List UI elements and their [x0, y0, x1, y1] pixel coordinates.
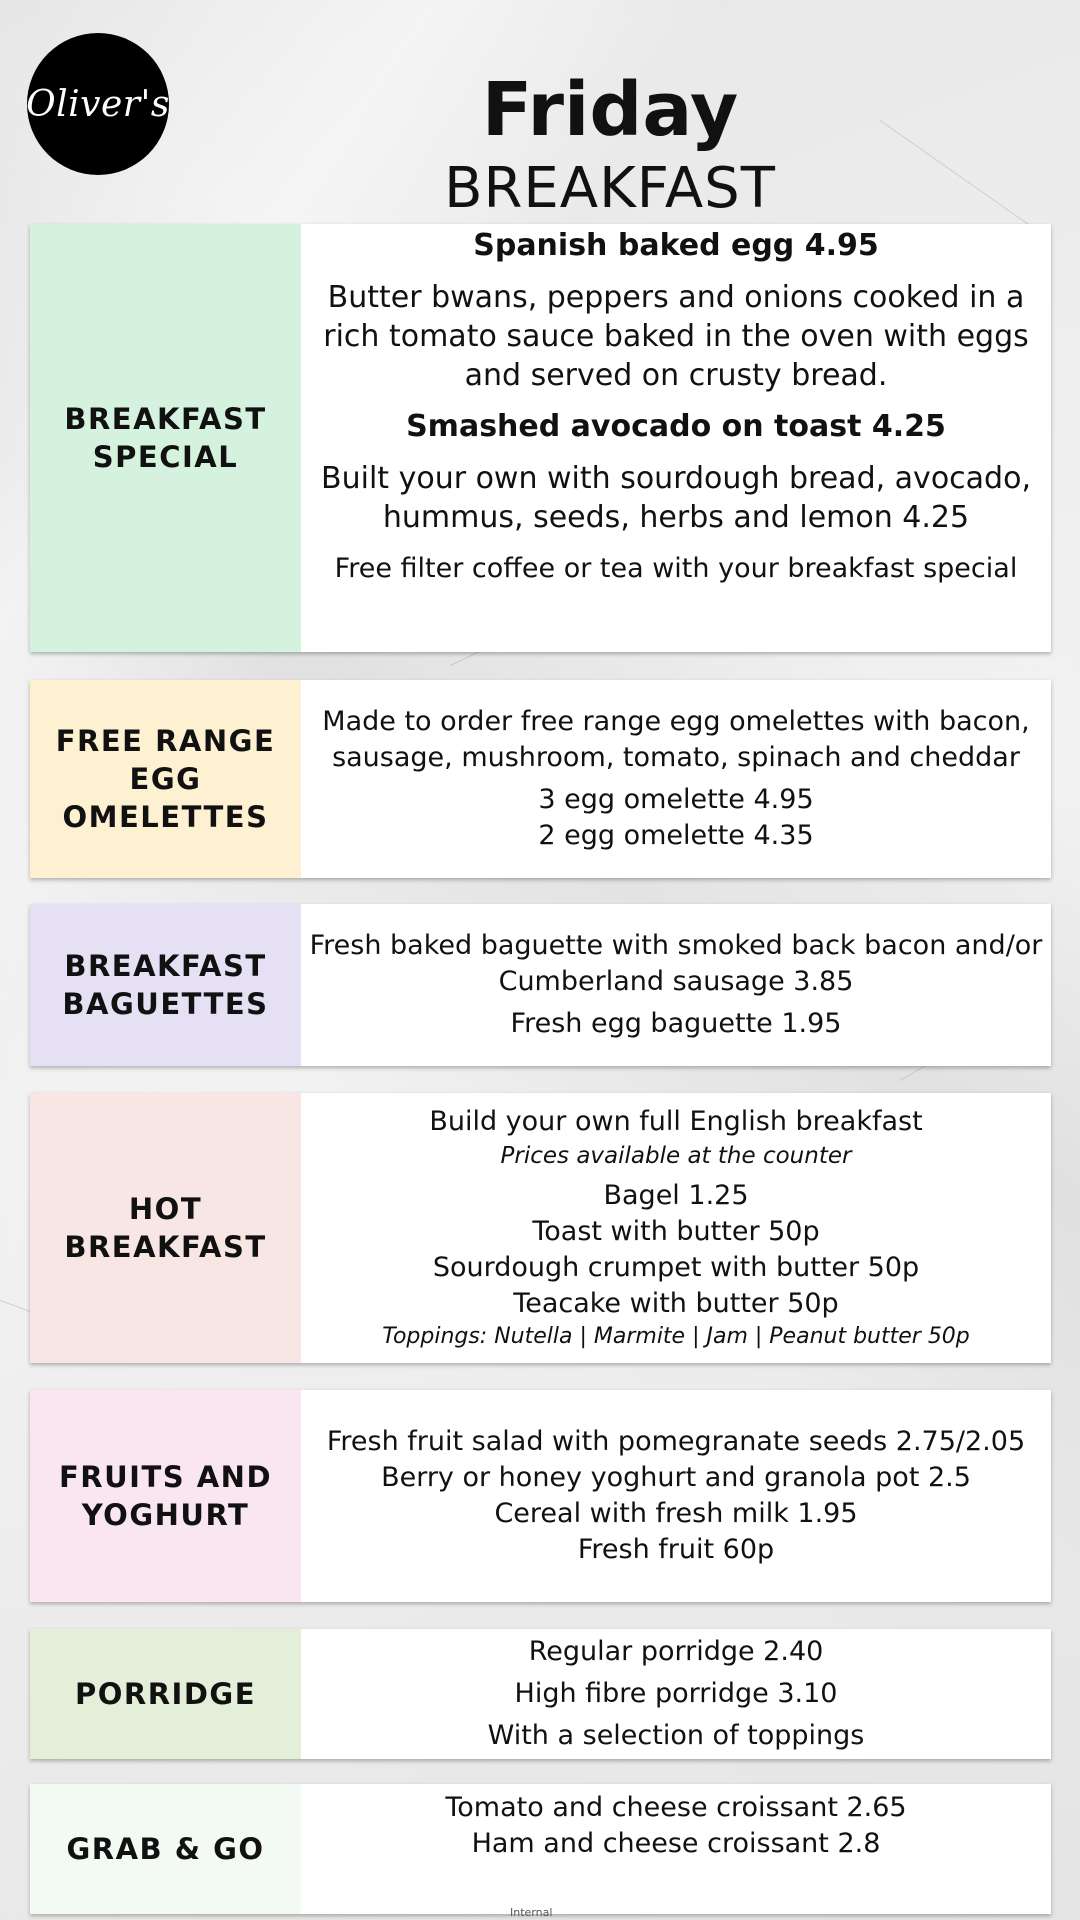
meal-title: BREAKFAST — [444, 156, 776, 221]
section-label: FRUITS AND YOGHURT — [58, 1460, 273, 1532]
footer-label: Internal — [510, 1906, 553, 1919]
section-content — [301, 680, 1051, 878]
section-label-box — [30, 680, 301, 878]
logo-text: Oliver's — [26, 83, 170, 125]
section-label-box — [30, 224, 301, 652]
section-breakfast-special — [30, 224, 1051, 652]
day-title: Friday — [481, 67, 739, 153]
menu-item: Ham and cheese croissant 2.8 — [471, 1828, 881, 1859]
menu-item: Fresh baked baguette with smoked back bacon and/or Cumberland sausage 3.85 — [309, 930, 1043, 997]
section-hot-breakfast — [30, 1093, 1051, 1363]
menu-item: Build your own full English breakfast — [429, 1106, 923, 1137]
section-label: GRAB & GO — [66, 1832, 265, 1866]
menu-item: Teacake with butter 50p — [513, 1288, 839, 1319]
menu-item: High fibre porridge 3.10 — [514, 1678, 838, 1709]
section-content — [301, 1093, 1051, 1363]
menu-item-description: Made to order free range egg omelettes with bacon, sausage, mushroom, tomato, spinach and cheddar — [322, 706, 1030, 773]
section-label-box — [30, 1784, 301, 1914]
section-label-box — [30, 904, 301, 1066]
section-omelettes — [30, 680, 1051, 878]
section-label: BREAKFAST SPECIAL — [64, 402, 267, 474]
section-label: PORRIDGE — [74, 1677, 257, 1711]
section-content — [301, 224, 1051, 652]
section-label: HOT BREAKFAST — [64, 1192, 267, 1264]
menu-item: Sourdough crumpet with butter 50p — [432, 1252, 920, 1283]
menu-note: With a selection of toppings — [487, 1720, 865, 1751]
section-content — [301, 1784, 1051, 1914]
menu-item: 3 egg omelette 4.95 — [538, 784, 814, 815]
section-label: FREE RANGE EGG OMELETTES — [55, 724, 276, 834]
menu-note: Toppings: Nutella | Marmite | Jam | Peanut butter 50p — [382, 1324, 970, 1349]
menu-item: Berry or honey yoghurt and granola pot 2.5 — [381, 1462, 971, 1493]
menu-item-title: Spanish baked egg 4.95 — [473, 228, 879, 263]
section-fruits-yoghurt — [30, 1390, 1051, 1602]
menu-item: Tomato and cheese croissant 2.65 — [445, 1792, 907, 1823]
menu-item: Fresh fruit salad with pomegranate seeds 2.75/2.05 — [326, 1426, 1026, 1457]
menu-note: Prices available at the counter — [500, 1143, 852, 1169]
menu-item: Regular porridge 2.40 — [528, 1636, 824, 1667]
section-label-box — [30, 1093, 301, 1363]
menu-item-description: Built your own with sourdough bread, avocado, hummus, seeds, herbs and lemon 4.25 — [321, 461, 1031, 535]
menu-item: Fresh egg baguette 1.95 — [510, 1008, 842, 1039]
menu-item: 2 egg omelette 4.35 — [538, 820, 814, 851]
menu-item: Cereal with fresh milk 1.95 — [494, 1498, 858, 1529]
section-content — [301, 904, 1051, 1066]
section-content — [301, 1390, 1051, 1602]
menu-item: Bagel 1.25 — [603, 1180, 749, 1211]
section-porridge — [30, 1629, 1051, 1759]
menu-item: Toast with butter 50p — [532, 1216, 820, 1247]
section-label-box — [30, 1629, 301, 1759]
menu-note: Free filter coffee or tea with your breakfast special — [334, 553, 1018, 584]
section-label: BREAKFAST BAGUETTES — [62, 949, 269, 1021]
section-grab-and-go — [30, 1784, 1051, 1914]
section-baguettes — [30, 904, 1051, 1066]
menu-item-description: Butter bwans, peppers and onions cooked in a rich tomato sauce baked in the oven with eggs and served on crusty bread. — [323, 280, 1029, 393]
menu-item-title: Smashed avocado on toast 4.25 — [406, 409, 946, 444]
menu-item: Fresh fruit 60p — [577, 1534, 775, 1565]
section-content — [301, 1629, 1051, 1759]
section-label-box — [30, 1390, 301, 1602]
